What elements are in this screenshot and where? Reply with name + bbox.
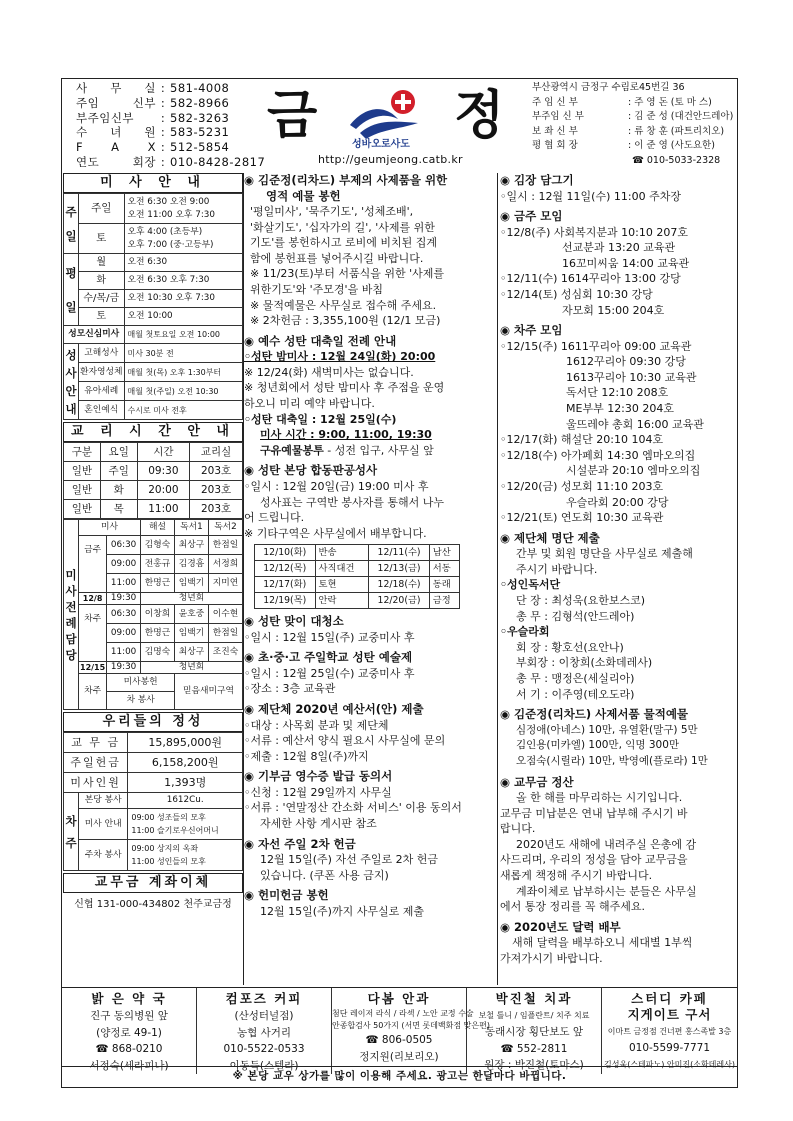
article-line: 울뜨레야 총회 16:00 교육관 <box>566 417 704 431</box>
group-row: 총 무 : 김형석(안드레아) <box>516 609 635 623</box>
footer-note: ※ 본당 교우 상가를 많이 이용해 주세요. 광고는 한달마다 바뀝니다. <box>62 1066 737 1086</box>
article-line: 주시기 바랍니다. <box>516 562 598 576</box>
bullet-icon: ◉ <box>500 209 511 224</box>
article-ordination: ◉ 김준정(리차드) 부제의 사제품을 위한 영적 예물 봉헌 '평일미사', '묵주기도', '성체조배', '화살기도', '십자가의 길', '사제를 위한 기도'를 봉헌하시고 로비에 비치된 집계 함에 봉헌표를 넣어주시길 바랍니다. ※ 11/23(토)부터 서품식을 위한 '사제를 위한기도'와 '주모경'을 바침 ※ 물적예물은 사무실로 접수해 주세요. ※ 2차헌금 : 3,355,100원 (12/1 모금) <box>244 173 496 329</box>
staff-row: 보 좌 신 부 : 류 창 훈 (파트리치오) <box>532 125 725 137</box>
article-next-week: ◉ 차주 모임 ◦12/15(주) 1611꾸리아 09:00 교육관 1612꾸리아 09:30 강당 1613꾸리아 10:30 교육관 독서단 12:10 208호 ME부부 12:30 204호 울뜨레야 총회 16:00 교육관 ◦12/17(화) 해설단 20:10 104호 ◦12/18(수) 아가페회 14:30 엠마오의집 시설분과 20:10 엠마오의집 ◦12/20(금) 성모회 11:10 203호 우슬라회 20:00 강당 ◦12/21(토) 연도회 10:30 교육관 <box>500 323 738 526</box>
ad-name: 박진철 치과 <box>495 991 573 1006</box>
sacrament-label: 성사안내 <box>64 344 79 420</box>
article-line: 가져가시기 바랍니다. <box>500 951 603 965</box>
schedule-cell: 남산 <box>429 545 459 561</box>
article-line: ◦12/11(수) 1614꾸리아 13:00 강당 <box>500 272 681 286</box>
ad-card: 컴포즈 커피 (산성터널점) 농협 사거리 010-5522-0533 이동득(스텔라) <box>197 988 332 1074</box>
staff-info <box>532 81 738 169</box>
article-line: ◦일시 : 12월 20일(금) 19:00 미사 후 <box>244 479 429 493</box>
article-notice: ◉ 기부금 영수증 발급 동의서 ◦신청 : 12월 29일까지 사무실 ◦서류 : '연말정산 간소화 서비스' 이용 동의서 자세한 사항 게시판 참조 <box>244 769 496 831</box>
article-this-week: ◉ 금주 모임 ◦12/8(주) 사회복지분과 10:10 207호 선교분과 13:20 교육관 16꼬미씨움 14:00 교육관 ◦12/11(수) 1614꾸리아 13:00 강당 ◦12/14(토) 성심회 10:30 강당 자모회 15:00 204호 <box>500 209 738 318</box>
website-url[interactable]: http://geumjeong.catb.kr <box>318 153 463 166</box>
article-line: ※ 2차헌금 : 3,355,100원 (12/1 모금) <box>250 314 441 328</box>
bullet-icon: ◉ <box>244 769 255 784</box>
article-notice: ◉ 초·중·고 주일학교 성탄 예술제 ◦일시 : 12월 25일(수) 교중미사 후 ◦장소 : 3층 교육관 <box>244 650 496 697</box>
article-line: 16꼬미씨움 14:00 교육관 <box>562 256 690 270</box>
article-line: ◦12/20(금) 성모회 11:10 203호 <box>500 480 664 493</box>
article-line: ◦12/17(화) 해설단 20:10 104호 <box>500 433 664 447</box>
group-title: ◦우슬라회 <box>500 625 550 639</box>
council-phone: ☎ 010-5033-2328 <box>632 154 721 166</box>
article-calendar: ◉ 2020년도 달력 배부 새해 달력을 배부하오니 세대별 1부씩 가져가시기 바랍니다. <box>500 920 738 967</box>
edu-table: 구분 요일 시간 교리실 일반 주일 09:30 203호 일반 화 20:00 203호 일반 목 11:00 203호 <box>63 442 243 519</box>
article-line: 위한기도'와 '주모경'을 바침 <box>250 282 383 296</box>
contact-row: 사 무 실 : 581-4008 <box>76 81 230 95</box>
schedule-cell: 12/19(목) <box>255 593 316 609</box>
article-line: 김인용(미카엘) 100만, 익명 300만 <box>516 739 680 752</box>
article-christmas: ◉ 예수 성탄 대축일 전례 안내 ◦성탄 밤미사 : 12월 24일(화) 20:00 ※ 12/24(화) 새벽미사는 없습니다. ※ 청년회에서 성탄 밤미사 후 주점을 운영 하오니 미리 예약 바랍니다. ◦성탄 대축일 : 12월 25일(수) 미사 시간 : 9:00, 11:00, 19:30 구유예물봉투 - 성전 입구, 사무실 앞 <box>244 333 445 457</box>
article-line: 기도'를 봉헌하시고 로비에 비치된 집계 <box>250 236 438 250</box>
article-line: ◦장소 : 3층 교육관 <box>244 682 336 696</box>
article-line: ◦일시 : 12월 25일(수) 교중미사 후 <box>244 666 415 680</box>
bullet-icon: ◉ <box>500 774 511 789</box>
article-line: 있습니다. (쿠폰 사용 금지) <box>260 868 389 882</box>
article-line: 우슬라회 20:00 강당 <box>566 495 669 509</box>
article-notice: ◉ 헌미헌금 봉헌 12월 15일(주)까지 사무실로 제출 <box>244 888 496 919</box>
ad-name: 컴포즈 커피 <box>225 991 303 1006</box>
bullet-icon: ◉ <box>244 888 255 903</box>
article-line: ◦제출 : 12월 8일(주)까지 <box>244 749 369 763</box>
contact-row: 주임 신부 : 582-8966 <box>76 95 230 110</box>
schedule-cell: 12/13(금) <box>369 561 430 577</box>
article-line: 교무금 미납분은 연내 납부해 주시기 바 <box>500 806 688 820</box>
article-line: 1613꾸리아 10:30 교육관 <box>566 370 697 384</box>
article-line: ◦신청 : 12월 29일까지 사무실 <box>244 785 392 799</box>
duty-table: 미사전례담당 미사 해설 독서1 독서2 금주 06:30 김형숙 최상구 한점일 09:00 전홍규 김경흠 서정희 11:00 한명근 임백기 지미연 12/8 19:30 청년회 차주 06:30 이창희 윤호중 이수현 09:00 한명근 임백기 한점일 11:00 김명숙 최상구 조진숙 12/15 19:30 청년회 차주 미사봉헌 믿음새미구역 차 봉사 <box>63 519 243 710</box>
bullet-icon: ◉ <box>500 707 511 722</box>
group-title: ◦성인독서단 <box>500 578 561 592</box>
schedule-cell: 금정 <box>429 593 459 609</box>
article-line: '평일미사', '묵주기도', '성체조배', <box>250 205 414 218</box>
schedule-cell: 12/11(수) <box>369 545 430 561</box>
article-line: 심정애(아네스) 10만, 유열환(말구) 5만 <box>516 723 698 736</box>
bullet-icon: ◉ <box>244 614 255 629</box>
bullet-icon: ◉ <box>244 173 255 187</box>
article-line: ◦일시 : 12월 15일(주) 교중미사 후 <box>244 630 415 644</box>
article-line: 사드리며, 우리의 정성을 담아 교무금을 <box>500 853 688 867</box>
article-line: 오점숙(시릴라) 10만, 박영예(플로라) 1만 <box>516 754 708 767</box>
bullet-icon: ◉ <box>244 333 255 348</box>
article-line: 선교분과 13:20 교육관 <box>562 241 676 255</box>
schedule-cell: 12/18(수) <box>369 577 430 593</box>
contact-row: F A X : 512-5854 <box>76 140 230 155</box>
header <box>62 79 736 171</box>
group-row: 회 장 : 황호선(요안나) <box>516 640 624 654</box>
article-line: 시설분과 20:10 엠마오의집 <box>566 464 701 478</box>
weekday-label: 평일 <box>64 254 79 326</box>
article-line: ◦12/15(주) 1611꾸리아 09:00 교육관 <box>500 339 692 353</box>
article-line: 계좌이체로 납부하시는 분들은 사무실 <box>516 884 697 898</box>
article-roster: ◉ 제단체 명단 제출 간부 및 회원 명단을 사무실로 제출해 주시기 바랍니다. ◦성인독서단 단 장 : 최성욱(요한보스코) 총 무 : 김형석(안드레아) ◦우슬라회 회 장 : 황호선(요안나) 부회장 : 이창희(소화데레사) 총 무 : 맹정은(세실리아) 서 기 : 이주영(테오도라) <box>500 531 738 702</box>
group-row: 부회장 : 이창희(소화데레사) <box>516 656 653 670</box>
schedule-cell: 동래 <box>429 577 459 593</box>
bullet-icon: ◉ <box>500 530 511 545</box>
article-line: ◦12/14(토) 성심회 10:30 강당 <box>500 287 653 301</box>
account-info: 신협 131-000-434802 천주교금정 <box>74 899 232 910</box>
article-line: 함에 봉헌표를 넣어주시길 바랍니다. <box>250 251 424 265</box>
schedule-cell: 반송 <box>315 545 369 561</box>
article-line: 12월 15일(주) 자선 주일로 2차 헌금 <box>260 853 438 867</box>
title-right: 정 <box>454 86 505 146</box>
bullet-icon: ◉ <box>244 463 255 478</box>
contact-row: 부주임신부 : 582-3263 <box>76 110 230 125</box>
article-notice: ◉ 성탄 맞이 대청소 ◦일시 : 12월 15일(주) 교중미사 후 <box>244 614 496 645</box>
finance-title: 우리들의 정성 <box>63 712 243 732</box>
article-line: 자모회 15:00 204호 <box>562 303 665 317</box>
schedule-cell: 12/20(금) <box>369 593 430 609</box>
schedule-cell: 12/12(목) <box>255 561 316 577</box>
contact-row: 연도 회장 : 010-8428-2817 <box>76 154 266 169</box>
sunday-label: 주일 <box>64 194 79 254</box>
schedule-cell: 서동 <box>429 561 459 577</box>
ad-name: 스터디 카페 <box>631 991 708 1006</box>
finance-table: 교 무 금 15,895,000원 주일헌금 6,158,200원 미사인원 1,393명 차주 본당 봉사 1612Cu. 미사 안내 09:00 성조들의 모후 11:00 슬기로우신어머니 주차 봉사 09:00 상지의 옥좌 11:00 성인들의 모후 <box>63 732 243 871</box>
schedule-cell: 안락 <box>315 593 369 609</box>
article-confession: ◉ 성탄 본당 합동판공성사 ◦일시 : 12월 20일(금) 19:00 미사 후 성사표는 구역반 봉사자를 통해서 나누 어 드립니다. ※ 기타구역은 사무실에서 배부합니다. 12/10(화) 반송 12/11(수) 남산 12/12(목) 사직대건 12/13(금) 서동 12/17(화) 토현 12/18(수) 동래 12/19(목) 안락 12/20(금) 금정 <box>244 463 496 609</box>
article-notice: ◉ 제단체 2020년 예산서(안) 제출 ◦대상 : 사목회 분과 및 제단체 ◦서류 : 예산서 양식 필요시 사무실에 문의 ◦제출 : 12월 8일(주)까지 <box>244 702 496 764</box>
article-line: 1612꾸리아 09:30 강당 <box>566 355 686 369</box>
article-line: ◦서류 : 예산서 양식 필요시 사무실에 문의 <box>244 734 446 748</box>
staff-row: 평 협 회 장 : 이 준 영 (사도요한) <box>532 140 715 152</box>
edu-title: 교 리 시 간 안 내 <box>63 422 243 442</box>
schedule-cell: 12/17(화) <box>255 577 316 593</box>
title-left: 금 <box>267 86 318 146</box>
bullet-icon: ◉ <box>500 173 511 187</box>
schedule-cell: 사직대건 <box>315 561 369 577</box>
mass-title: 미 사 안 내 <box>63 173 243 193</box>
article-line: ※ 11/23(토)부터 서품식을 위한 '사제를 <box>250 267 445 281</box>
ad-name: 밝 은 약 국 <box>91 991 167 1006</box>
article-line: 독서단 12:10 208호 <box>566 386 669 400</box>
schedule-cell: 토현 <box>315 577 369 593</box>
staff-row: 부주임 신 부 : 김 준 성 (대건안드레아) <box>532 111 734 123</box>
bullet-icon: ◉ <box>244 650 255 665</box>
article-line: ◦서류 : '연말정산 간소화 서비스' 이용 동의서 <box>244 801 462 815</box>
mass-table: 주일 주일 오전 6:30 오전 9:00 오전 11:00 오후 7:30 토 오후 4:00 (초등부) 오후 7:00 (중·고등부) 평일 월 오전 6:30 화 오전 6:30 오후 7:30 수/목/금 오전 10:30 오후 7:30 토 오전 10:00 성모신심미사 매월 첫토요일 오전 10:00 성사안내 고해성사 미사 30분 전 환자영성체 매월 첫(목) 오후 1:30부터 유아세례 매월 첫(주일) 오전 10:30 혼인예식 수시로 미사 전후 <box>63 193 243 420</box>
staff-row: 주 임 신 부 : 주 영 돈 (토 마 스) <box>532 96 712 108</box>
article-line: 새롭게 책정해 주시기 바랍니다. <box>500 868 653 882</box>
left-column <box>63 173 243 985</box>
account-title: 교무금 계좌이체 <box>63 873 243 893</box>
article-line: 에서 통장 정리를 꼭 해주세요. <box>500 900 645 914</box>
article-line: 어 드립니다. <box>244 511 305 525</box>
article-line: ※ 기타구역은 사무실에서 배부합니다. <box>244 526 427 540</box>
article-notice: ◉ 자선 주일 2차 헌금 12월 15일(주) 자선 주일로 2차 헌금 있습니다. (쿠폰 사용 금지) <box>244 837 496 884</box>
article-line: 랍니다. <box>500 822 536 836</box>
article-line: ◦일시 : 12월 11일(수) 11:00 주차장 <box>500 189 681 203</box>
group-row: 단 장 : 최성욱(요한보스코) <box>516 594 646 608</box>
group-row: 총 무 : 맹정은(세실리아) <box>516 672 635 686</box>
article-line: 자세한 사항 게시판 참조 <box>260 817 377 831</box>
group-row: 서 기 : 이주영(테오도라) <box>516 687 635 701</box>
article-line: 2020년도 새해에 내려주실 은총에 감 <box>516 837 697 851</box>
article-line: ◦12/21(토) 연도회 10:30 교육관 <box>500 511 664 525</box>
right-column <box>500 173 738 983</box>
article-line: 성사표는 구역반 봉사자를 통해서 나누 <box>260 495 445 509</box>
ad-card: 밝 은 약 국 진구 동의병원 앞 (양정로 49-1) ☎ 868-0210 서정숙(세라피나) <box>62 988 197 1074</box>
bullet-icon: ◉ <box>244 836 255 851</box>
article-dues: ◉ 교무금 정산 올 한 해를 마무리하는 시기입니다. 교무금 미납분은 연내 납부해 주시기 바 랍니다. 2020년도 새해에 내려주실 은총에 감 사드리며, 우리의 정성을 담아 교무금을 새롭게 책정해 주시기 바랍니다. 계좌이체로 납부하시는 분들은 사무실 에서 통장 정리를 꼭 해주세요. <box>500 775 738 915</box>
article-line: ◦12/8(주) 사회복지분과 10:10 207호 <box>500 225 688 239</box>
bullet-icon: ◉ <box>500 919 511 934</box>
article-line: '화살기도', '십자가의 길', '사제를 위한 <box>250 220 435 234</box>
article-gifts: ◉ 김준정(리차드) 사제서품 물적예물 심정애(아네스) 10만, 유열환(말구) 5만 김인용(미카엘) 100만, 익명 300만 오점숙(시릴라) 10만, 박영예(플로라) 1만 <box>500 707 738 769</box>
article-line: 12월 15일(주)까지 사무실로 제출 <box>260 904 424 918</box>
bulletin-frame <box>61 78 738 1088</box>
logo-text: 성바오로사도 <box>352 139 410 150</box>
middle-column <box>244 173 496 983</box>
address: 부산광역시 금정구 수림로45번길 36 <box>532 82 685 93</box>
ad-card: 박진철 치과 보철 틀니 / 임플란트/ 치주 치료 동래시장 횡단보도 앞 ☎ 552-2811 원장 : 박진철(토마스) <box>467 988 602 1074</box>
article-line: 간부 및 회원 명단을 사무실로 제출해 <box>516 547 693 561</box>
article-line: ※ 물적예물은 사무실로 접수해 주세요. <box>250 298 437 312</box>
ad-card: 다봄 안과 첨단 레이저 라식 / 라섹 / 노안 교정 수술 안종합검사 50가지 (서면 롯데백화점 맞은편) ☎ 806-0505 정지원(리보리오) <box>332 988 467 1074</box>
confession-schedule <box>254 544 460 609</box>
article-line: ◦대상 : 사목회 분과 및 제단체 <box>244 718 389 732</box>
contact-list <box>76 81 276 170</box>
ads-section <box>62 987 737 1075</box>
article-kimjang: ◉ 김장 담그기 ◦일시 : 12월 11일(수) 11:00 주차장 <box>500 173 738 204</box>
schedule-cell: 12/10(화) <box>255 545 316 561</box>
bullet-icon: ◉ <box>500 323 511 338</box>
article-line: 새해 달력을 배부하오니 세대별 1부씩 <box>512 936 693 950</box>
ad-card: 스터디 카페 지게이트 구서 이마트 금정점 건너편 홍스족발 3층 010-5599-7771 김성욱(스테파노) 안미진(소화데레사) <box>602 988 737 1074</box>
article-line: ME부부 12:30 204호 <box>566 402 675 416</box>
contact-row: 수 녀 원 : 583-5231 <box>76 125 230 140</box>
ad-name: 다봄 안과 <box>367 991 431 1006</box>
article-line: ◦12/18(수) 아가페회 14:30 엠마오의집 <box>500 448 696 462</box>
article-line: 올 한 해를 마무리하는 시기입니다. <box>516 791 683 804</box>
bullet-icon: ◉ <box>244 702 255 717</box>
